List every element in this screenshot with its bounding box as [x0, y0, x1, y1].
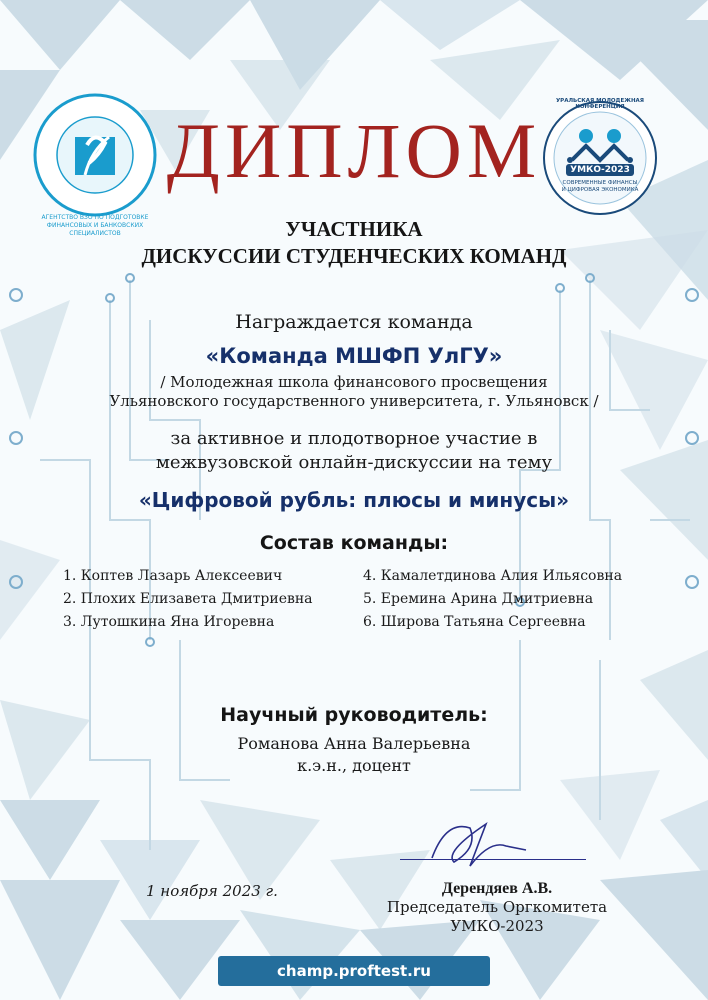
team-member: 1. Коптев Лазарь Алексеевич	[63, 568, 283, 584]
issue-date: 1 ноября 2023 г.	[146, 882, 278, 900]
award-intro: Награждается команда	[235, 311, 473, 333]
signer-organization: УМКО-2023	[450, 917, 544, 935]
supervisor-degree: к.э.н., доцент	[297, 756, 411, 775]
diploma-title: ДИПЛОМ	[166, 107, 542, 194]
team-member: 2. Плохих Елизавета Дмитриевна	[63, 591, 313, 607]
subtitle-line1: УЧАСТНИКА	[285, 217, 423, 241]
conference-logo-ring-text: УРАЛЬСКАЯ МОЛОДЕЖНАЯ КОНФЕРЕНЦИЯ	[555, 98, 645, 110]
team-member: 6. Широва Татьяна Сергеевна	[363, 614, 586, 630]
organization-line2: Ульяновского государственного университета, г. Ульяновск /	[109, 392, 599, 410]
conference-logo-caption-line1: СОВРЕМЕННЫЕ ФИНАНСЫ	[562, 180, 638, 186]
supervisor-heading: Научный руководитель:	[220, 704, 488, 726]
website-bar	[218, 956, 490, 986]
team-name: «Команда МШФП УлГУ»	[205, 344, 503, 368]
signature-line	[400, 859, 586, 860]
signer-block	[362, 880, 632, 936]
agency-logo-ring-text: АГЕНТСТВО ВЗО ПО ПОДГОТОВКЕ ФИНАНСОВЫХ И БАНКОВСКИХ СПЕЦИАЛИСТОВ	[41, 214, 149, 237]
team-member: 3. Лутошкина Яна Игоревна	[63, 614, 275, 630]
award-reason-line2: межвузовской онлайн-дискуссии на тему	[155, 452, 553, 473]
website-link[interactable]: champ.proftest.ru	[277, 962, 431, 980]
conference-logo-caption-line2: И ЦИФРОВАЯ ЭКОНОМИКА	[561, 187, 639, 193]
conference-logo-badge: УМКО-2023	[570, 165, 630, 175]
organization-line1: / Молодежная школа финансового просвещения	[160, 373, 548, 391]
discussion-topic: «Цифровой рубль: плюсы и минусы»	[138, 488, 570, 512]
team-member: 5. Еремина Арина Дмитриевна	[363, 591, 594, 607]
signer-name: Дерендяев А.В.	[441, 880, 553, 897]
team-heading: Состав команды:	[259, 532, 449, 554]
signer-role: Председатель Оргкомитета	[386, 898, 608, 916]
supervisor-name: Романова Анна Валерьевна	[237, 734, 471, 753]
team-member: 4. Камалетдинова Алия Ильясовна	[363, 568, 623, 584]
subtitle-line2: ДИСКУССИИ СТУДЕНЧЕСКИХ КОМАНД	[141, 244, 567, 268]
award-reason-line1: за активное и плодотворное участие в	[170, 428, 538, 449]
